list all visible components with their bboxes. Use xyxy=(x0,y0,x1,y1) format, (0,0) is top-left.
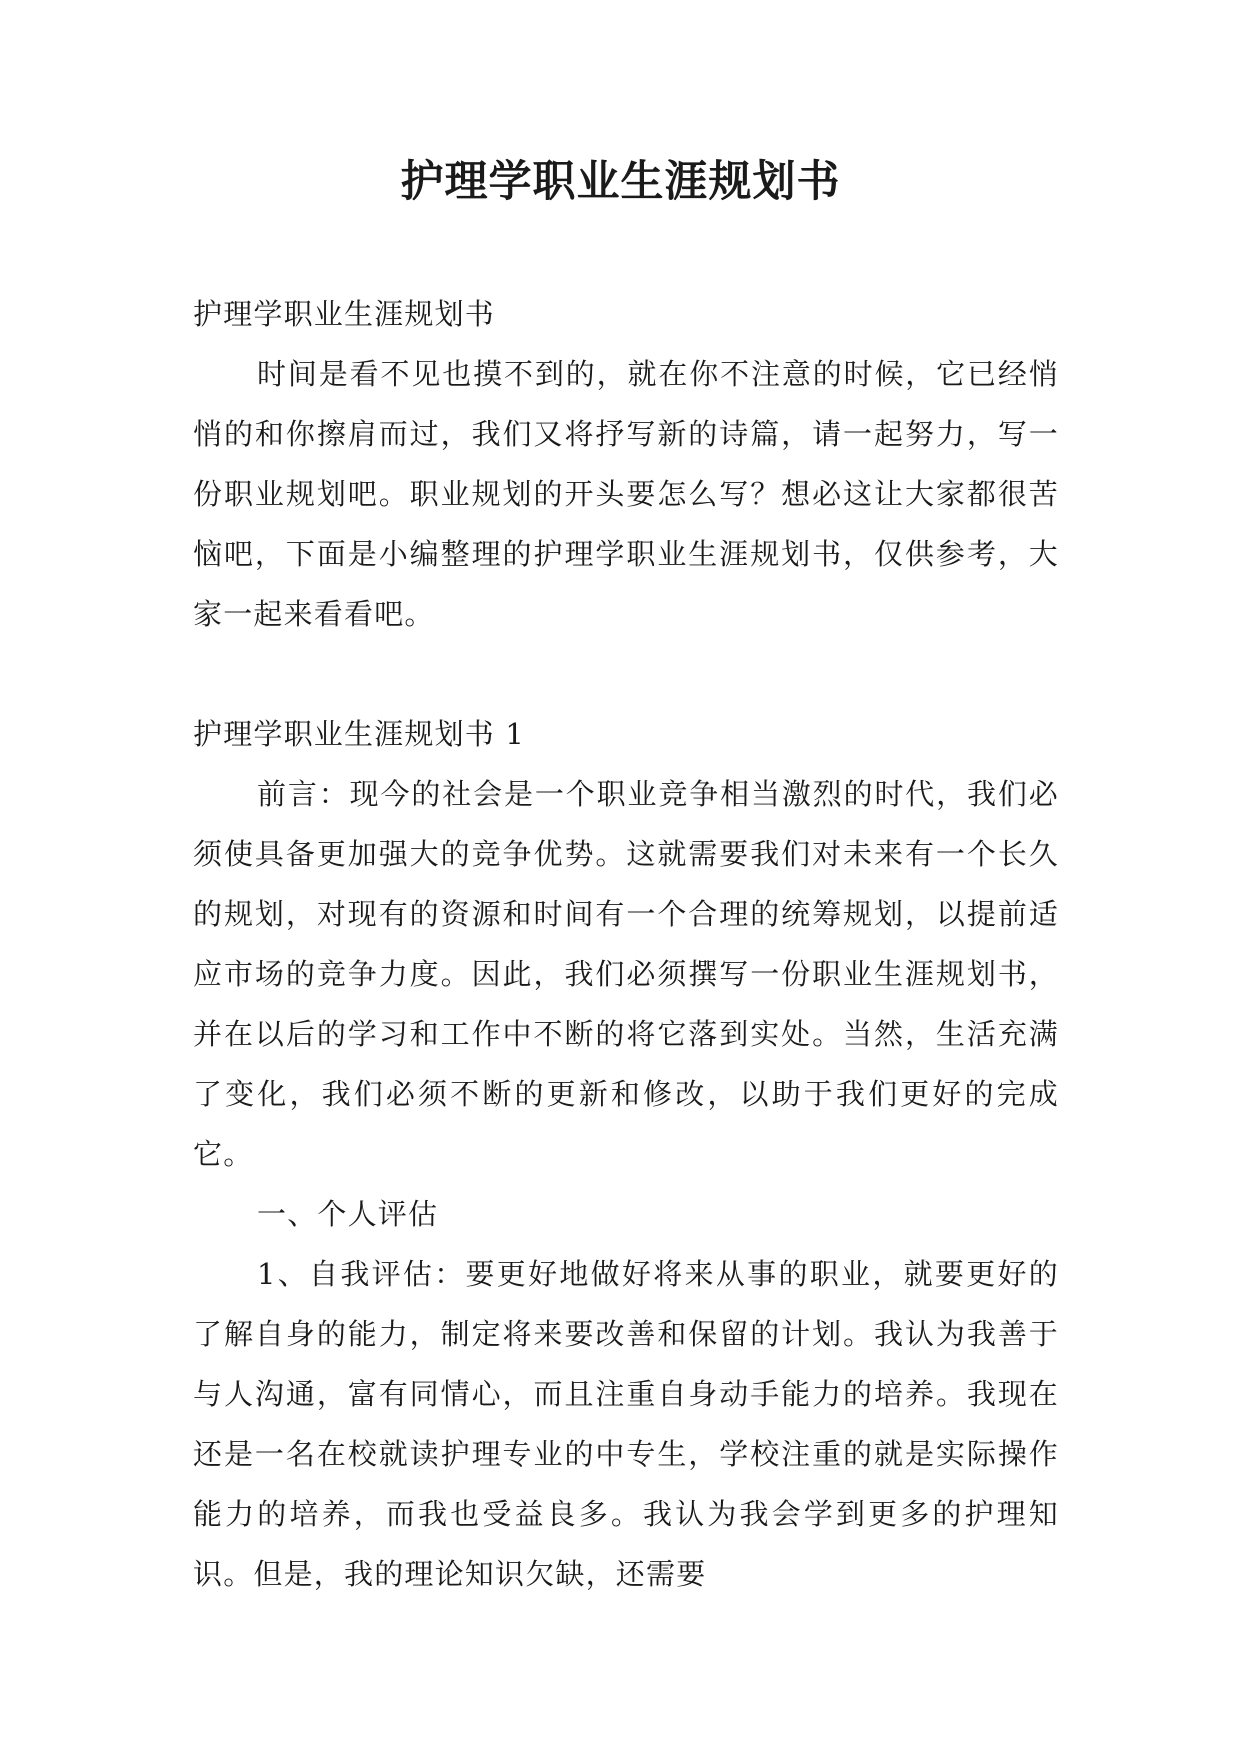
self-evaluation-paragraph: 1、自我评估：要更好地做好将来从事的职业，就要更好的了解自身的能力，制定将来要改善和保留的计划。我认为我善于与人沟通，富有同情心，而且注重自身动手能力的培养。我现在还是一名在校就读护理专业的中专生，学校注重的就是实际操作能力的培养，而我也受益良多。我认为我会学到更多的护理知识。但是，我的理论知识欠缺，还需要 xyxy=(193,1257,1059,1591)
preface-paragraph: 前言：现今的社会是一个职业竞争相当激烈的时代，我们必须使具备更加强大的竞争优势。这就需要我们对未来有一个长久的规划，对现有的资源和时间有一个合理的统筹规划，以提前适应市场的竞争力度。因此，我们必须撰写一份职业生涯规划书，并在以后的学习和工作中不断的将它落到实处。当然，生活充满了变化，我们必须不断的更新和修改，以助于我们更好的完成它。 xyxy=(193,777,1059,1171)
subheading-personal-assessment: 一、个人评估 xyxy=(257,1197,439,1231)
intro-heading: 护理学职业生涯规划书 xyxy=(193,297,496,331)
intro-paragraph: 时间是看不见也摸不到的，就在你不注意的时候，它已经悄悄的和你擦肩而过，我们又将抒写新的诗篇，请一起努力，写一份职业规划吧。职业规划的开头要怎么写？想必这让大家都很苦恼吧，下面是小编整理的护理学职业生涯规划书，仅供参考，大家一起来看看吧。 xyxy=(193,357,1059,631)
section1-heading: 护理学职业生涯规划书 1 xyxy=(193,717,526,751)
document-title: 护理学职业生涯规划书 xyxy=(400,157,841,207)
document-body xyxy=(193,284,1059,1604)
section-spacer xyxy=(193,644,1059,704)
